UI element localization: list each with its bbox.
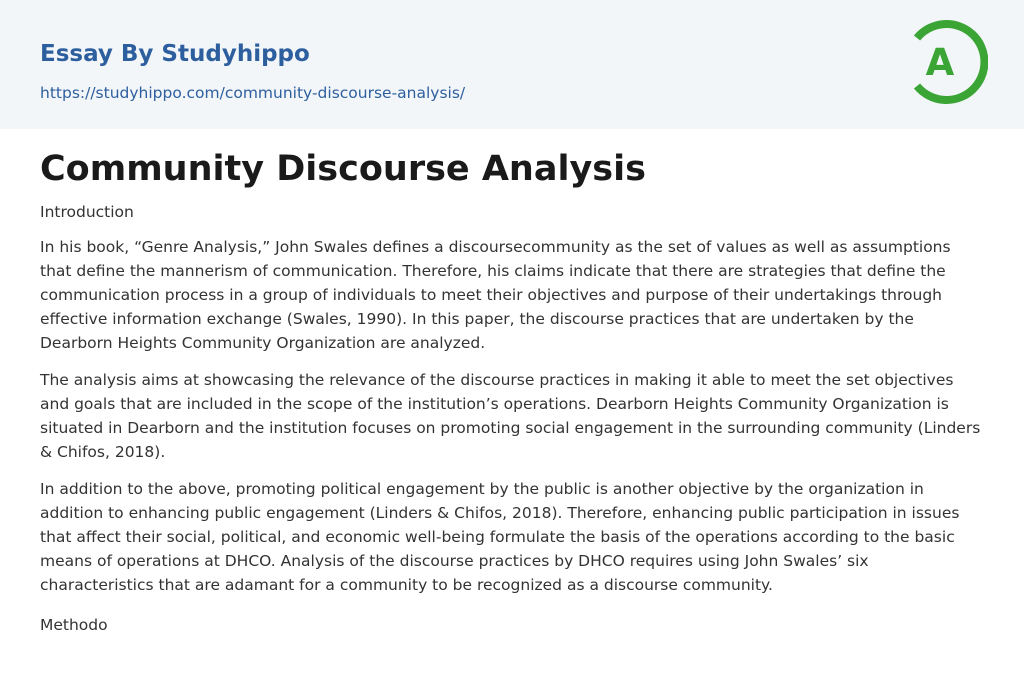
paragraph: In his book, “Genre Analysis,” John Swales defines a discoursecommunity as the set of values as well as assumptions that define the mannerism of communication. Therefore, his claims indicate that there are strategies that define the communication process in a group of individuals to meet their objectives and purpose of their undertakings through effective information exchange (Swales, 1990). In this paper, the discourse practices that are undertaken by the Dearborn Heights Community Organization are analyzed. bbox=[40, 238, 951, 352]
studyhippo-logo-icon[interactable] bbox=[910, 18, 988, 106]
site-header bbox=[0, 0, 1024, 129]
page-title: Community Discourse Analysis bbox=[40, 149, 646, 189]
section-heading-introduction: Introduction bbox=[40, 203, 134, 221]
section-heading-methodology: Methodo bbox=[40, 616, 108, 634]
paragraph: The analysis aims at showcasing the relevance of the discourse practices in making it able to meet the set objectives and goals that are included in the scope of the institution’s operations. Dearborn Heights Community Organization is situated in Dearborn and the institution focuses on promoting social engagement in the surrounding community (Linders & Chifos, 2018). bbox=[40, 371, 981, 461]
article-url-link[interactable]: https://studyhippo.com/community-discourse-analysis/ bbox=[40, 84, 466, 102]
logo-letter: A bbox=[925, 41, 955, 84]
article-body bbox=[0, 129, 1024, 637]
brand-title[interactable]: Essay By Studyhippo bbox=[40, 41, 310, 67]
paragraph: In addition to the above, promoting political engagement by the public is another objective by the organization in addition to enhancing public engagement (Linders & Chifos, 2018). Therefore, enhancing public participation in issues that affect their social, political, and economic well-being formulate the basis of the operations according to the basic means of operations at DHCO. Analysis of the discourse practices by DHCO requires using John Swales’ six characteristics that are adamant for a community to be recognized as a discourse community. bbox=[40, 480, 960, 594]
